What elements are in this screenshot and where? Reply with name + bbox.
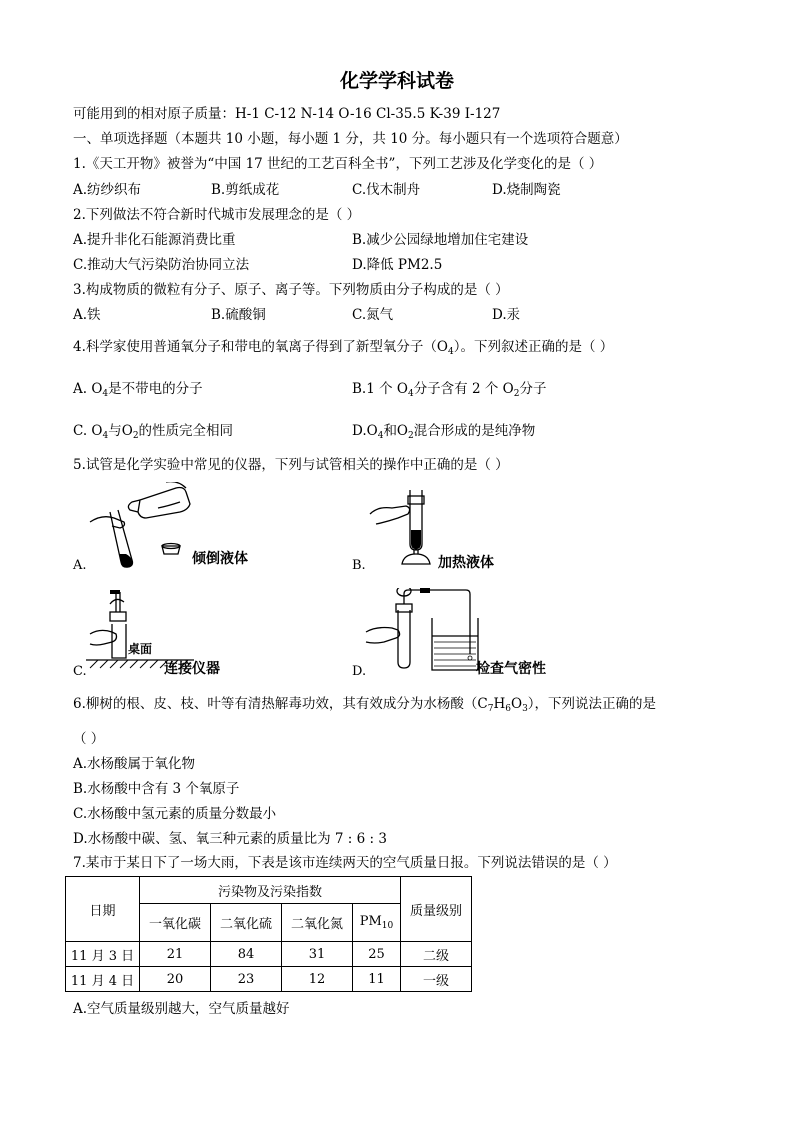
q1-option-c: C.伐木制舟 — [352, 182, 421, 198]
question-7-stem: 7.某市于某日下了一场大雨，下表是该市连续两天的空气质量日报。下列说法错误的是（ ） — [73, 855, 617, 871]
q6-option-b: B.水杨酸中含有 3 个氧原子 — [73, 781, 240, 797]
q7-option-a: A.空气质量级别越大，空气质量越好 — [73, 1001, 290, 1017]
q3-option-b: B.硫酸铜 — [211, 307, 266, 323]
question-1-stem: 1.《天工开物》被誉为“中国 17 世纪的工艺百科全书”，下列工艺涉及化学变化的是（ ） — [73, 156, 603, 172]
q6-answer-paren: （ ） — [73, 731, 105, 747]
table-row: 11 月 4 日 20 23 12 11 一级 — [66, 967, 472, 992]
q6-option-a: A.水杨酸属于氧化物 — [73, 756, 196, 772]
q5-figure-c-table-label: 桌面 — [128, 642, 153, 656]
table-header-pollutants: 污染物及污染指数 — [140, 877, 401, 904]
q5-figure-a-caption: 倾倒液体 — [192, 551, 248, 567]
q3-option-a: A.铁 — [73, 307, 101, 323]
q2-option-d: D.降低 PM2.5 — [352, 257, 443, 273]
q1-option-a: A.纺纱织布 — [73, 182, 142, 198]
table-header-so2: 二氧化硫 — [211, 904, 282, 942]
q5-figure-b-letter: B. — [352, 558, 366, 573]
q3-option-d: D.汞 — [492, 307, 521, 323]
pouring-liquid-figure — [88, 482, 198, 572]
q1-option-b: B.剪纸成花 — [211, 182, 280, 198]
question-5-stem: 5.试管是化学实验中常见的仪器，下列与试管相关的操作中正确的是（ ） — [73, 457, 509, 473]
table-header-date: 日期 — [66, 877, 140, 942]
q2-option-c: C.推动大气污染防治协同立法 — [73, 257, 250, 273]
q5-figure-a-letter: A. — [73, 558, 87, 573]
q5-figure-c-caption: 连接仪器 — [164, 661, 220, 677]
q5-figure-b-caption: 加热液体 — [438, 555, 494, 571]
q6-option-c: C.水杨酸中氢元素的质量分数最小 — [73, 806, 277, 822]
q6-option-d: D.水杨酸中碳、氢、氧三种元素的质量比为 7 : 6 : 3 — [73, 831, 387, 847]
page-title: 化学学科试卷 — [339, 70, 454, 92]
question-2-stem: 2.下列做法不符合新时代城市发展理念的是（ ） — [73, 207, 361, 223]
question-3-stem: 3.构成物质的微粒有分子、原子、离子等。下列物质由分子构成的是（ ） — [73, 282, 509, 298]
q3-option-c: C.氮气 — [352, 307, 394, 323]
table-row: 11 月 3 日 21 84 31 25 二级 — [66, 942, 472, 967]
q2-option-b: B.减少公园绿地增加住宅建设 — [352, 232, 529, 248]
q4-option-d: $D.O_4$和$O_2$混合形成的是纯净物 — [352, 423, 536, 441]
table-header-co: 一氧化碳 — [140, 904, 211, 942]
table-header-no2: 二氧化氮 — [282, 904, 353, 942]
air-quality-table — [65, 876, 472, 992]
airtightness-check-figure — [362, 588, 480, 674]
q2-option-a: A.提升非化石能源消费比重 — [73, 232, 236, 248]
q4-option-b: B.1 个 $O_4$分子含有 2 个 $O_2$分子 — [352, 381, 547, 399]
q5-figure-d-letter: D. — [352, 664, 367, 679]
q4-option-c: C. $O_4$与$O_2$的性质完全相同 — [73, 423, 234, 441]
q5-figure-d-caption: 检查气密性 — [476, 661, 546, 677]
q5-figure-c-letter: C. — [73, 664, 87, 679]
q4-option-a: A. $O_4$是不带电的分子 — [73, 381, 203, 399]
section-heading: 一、单项选择题（本题共 10 小题，每小题 1 分，共 10 分。每小题只有一个选项符合题意） — [73, 131, 628, 147]
table-header-pm10: $PM_{10}$ — [353, 904, 401, 942]
question-4-stem: 4.科学家使用普通氧分子和带电的氧离子得到了新型氧分子$(O_4)$。下列叙述正确的是（ ） — [73, 339, 614, 357]
question-6-stem: 6.柳树的根、皮、枝、叶等有清热解毒功效，其有效成分为水杨酸$(C_7H_6O_3)$，下列说法正确的是 — [73, 696, 657, 714]
table-header-level: 质量级别 — [401, 877, 472, 942]
atomic-masses: 可能用到的相对原子质量：H-1 C-12 N-14 O-16 Cl-35.5 K-39 I-127 — [73, 106, 501, 122]
q1-option-d: D.烧制陶瓷 — [492, 182, 561, 198]
